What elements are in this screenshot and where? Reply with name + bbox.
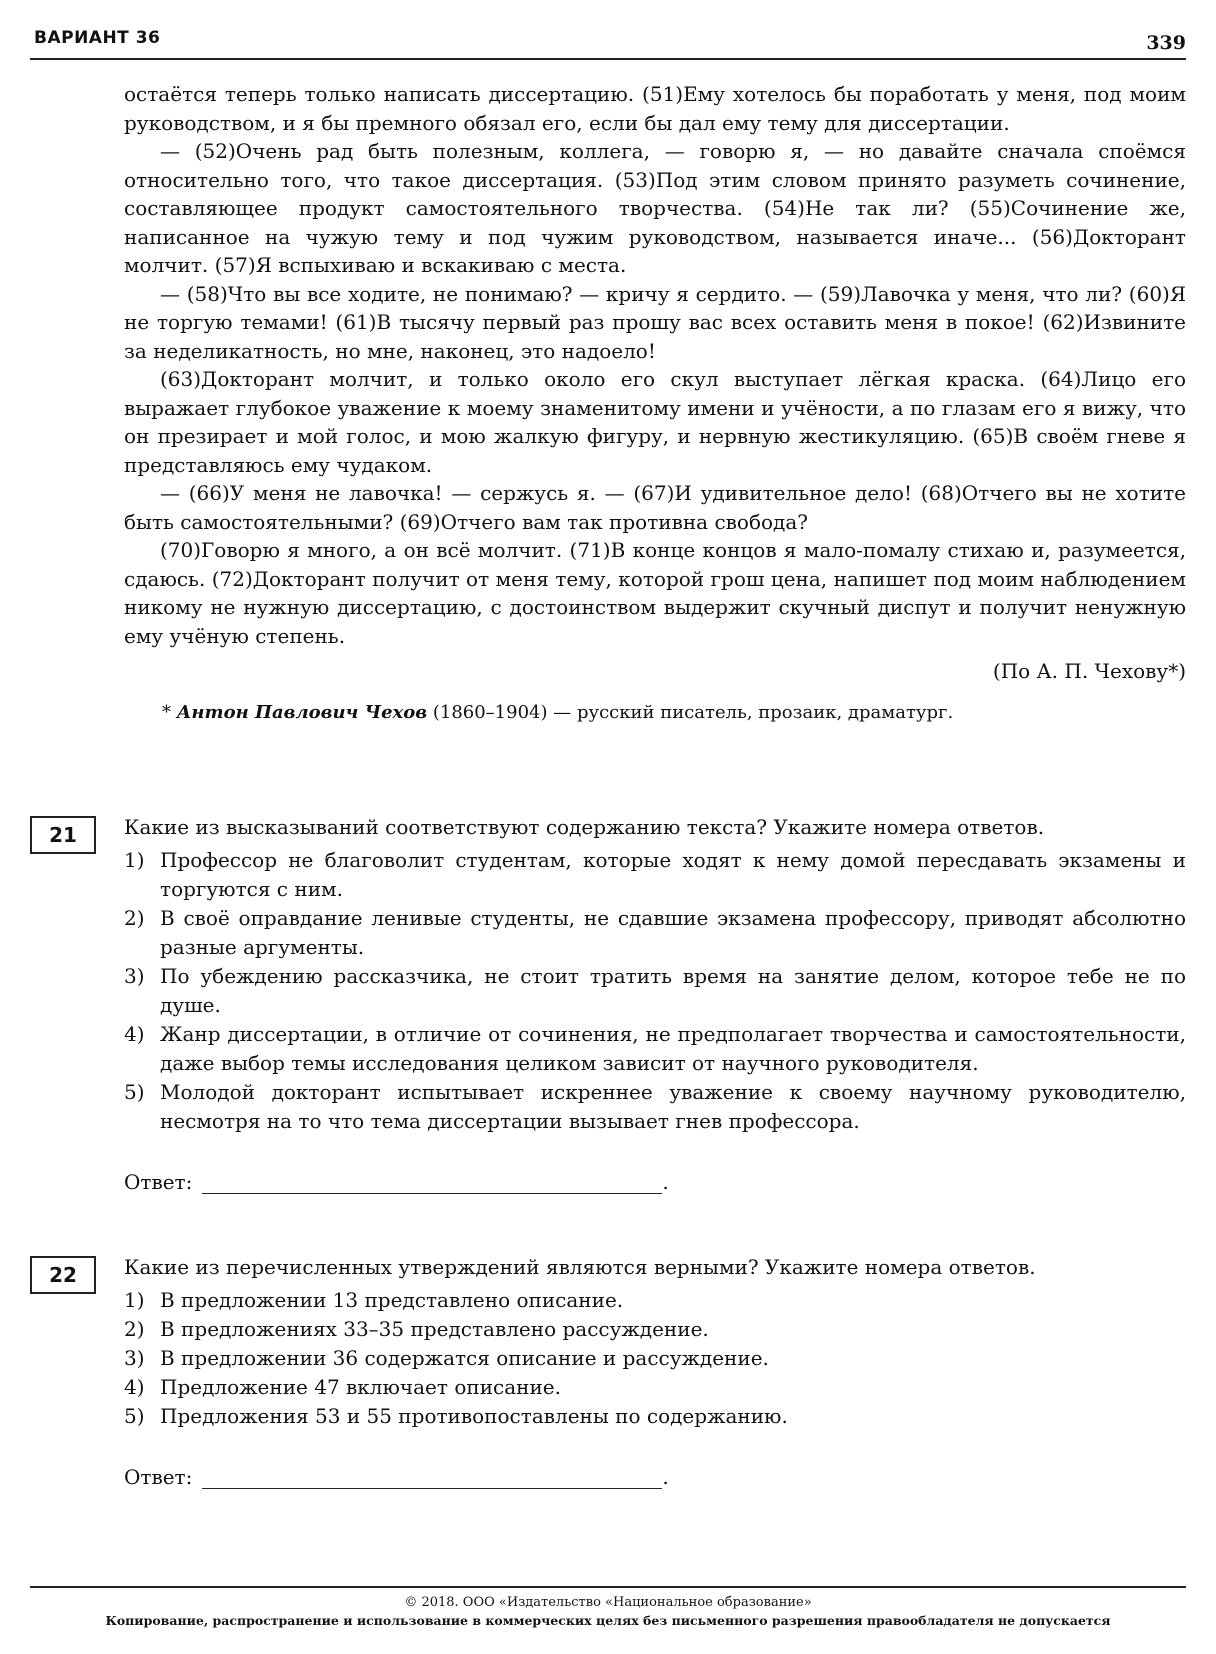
- text-paragraphs: [124, 80, 1186, 650]
- footer-notice: Копирование, распространение и использование в коммерческих целях без письменного разрешения правообладателя не допускается: [105, 1613, 1111, 1628]
- answer-option: [124, 1286, 1186, 1315]
- task-question: Какие из перечисленных утверждений являются верными? Укажите номера ответов.: [124, 1255, 1036, 1279]
- answer-option: [124, 846, 1186, 904]
- answer-field[interactable]: [202, 1466, 662, 1489]
- answer-label: Ответ:: [124, 1465, 193, 1489]
- footnote-text: (1860–1904) — русский писатель, прозаик, драматург.: [427, 702, 954, 723]
- option-number: 4): [124, 1022, 145, 1046]
- answer-option: [124, 1344, 1186, 1373]
- option-text: Профессор не благоволит студентам, которые ходят к нему домой пересдавать экзамены и торгуются с ним.: [160, 848, 1186, 901]
- option-number: 1): [124, 848, 145, 872]
- author-footnote: [124, 700, 1186, 726]
- page-header: [30, 22, 1186, 60]
- variant-title: ВАРИАНТ 36: [34, 28, 161, 48]
- answer-row: [124, 1459, 1186, 1489]
- answer-row: [124, 1164, 1186, 1194]
- page-footer: [30, 1586, 1186, 1630]
- footer-copyright: © 2018. ООО «Издательство «Национальное образование»: [404, 1595, 812, 1610]
- text-source: (По А. П. Чехову*): [992, 659, 1186, 683]
- answer-field[interactable]: [202, 1171, 662, 1194]
- option-number: 4): [124, 1375, 145, 1399]
- answer-option: [124, 1020, 1186, 1078]
- option-text: Молодой докторант испытывает искреннее уважение к своему научному руководителю, несмотря на то что тема диссертации вызывает гнев профессора.: [160, 1080, 1186, 1133]
- option-number: 1): [124, 1288, 145, 1312]
- option-text: В предложении 13 представлено описание.: [160, 1288, 624, 1312]
- option-number: 5): [124, 1404, 145, 1428]
- answer-option: [124, 1402, 1186, 1431]
- answer-option: [124, 1315, 1186, 1344]
- paragraph: (70)Говорю я много, а он всё молчит. (71)В конце концов я мало-помалу стихаю и, разумеется, сдаюсь. (72)Докторант получит от меня тему, которой грош цена, напишет под моим наблюдением никому не нужную диссертацию, с достоинством выдержит скучный диспут и получит ненужную ему учёную степень.: [124, 538, 1186, 648]
- task-number-box: 22: [30, 1256, 96, 1294]
- option-text: В предложениях 33–35 представлено рассуждение.: [160, 1317, 709, 1341]
- paragraph: остаётся теперь только написать диссертацию. (51)Ему хотелось бы поработать у меня, под моим руководством, и я бы премного обязал его, если бы дал ему тему для диссертации.: [124, 82, 1186, 135]
- option-text: Предложения 53 и 55 противопоставлены по содержанию.: [160, 1404, 788, 1428]
- task-question: Какие из высказываний соответствуют содержанию текста? Укажите номера ответов.: [124, 815, 1045, 839]
- answer-option: [124, 1373, 1186, 1402]
- answer-end: .: [662, 1465, 669, 1489]
- option-number: 3): [124, 964, 145, 988]
- task-body: [124, 1252, 1186, 1489]
- footnote-author-name: Антон Павлович Чехов: [176, 702, 428, 723]
- option-number: 2): [124, 1317, 145, 1341]
- page-number: 339: [1146, 32, 1186, 54]
- option-number: 3): [124, 1346, 145, 1370]
- answer-end: .: [662, 1170, 669, 1194]
- answer-option: [124, 1078, 1186, 1136]
- footnote-star: *: [162, 702, 177, 723]
- answer-option: [124, 904, 1186, 962]
- reading-text: [124, 80, 1186, 726]
- option-text: В своё оправдание ленивые студенты, не сдавшие экзамена профессору, приводят абсолютно разные аргументы.: [160, 906, 1186, 959]
- paragraph: — (66)У меня не лавочка! — сержусь я. — (67)И удивительное дело! (68)Отчего вы не хотите быть самостоятельными? (69)Отчего вам так противна свобода?: [124, 481, 1186, 534]
- paragraph: — (58)Что вы все ходите, не понимаю? — кричу я сердито. — (59)Лавочка у меня, что ли? (60)Я не торгую темами! (61)В тысячу первый раз прошу вас всех оставить меня в покое! (62)Извините за неделикатность, но мне, наконец, это надоело!: [124, 281, 1186, 363]
- option-text: Предложение 47 включает описание.: [160, 1375, 561, 1399]
- task-number-box: 21: [30, 816, 96, 854]
- paragraph: — (52)Очень рад быть полезным, коллега, — говорю я, — но давайте сначала споёмся относительно того, что такое диссертация. (53)Под этим словом принято разуметь сочинение, составляющее продукт самостоятельного творчества. (54)Не так ли? (55)Сочинение же, написанное на чужую тему и под чужим руководством, называется иначе... (56)Докторант молчит. (57)Я вспыхиваю и вскакиваю с места.: [124, 139, 1186, 277]
- option-number: 2): [124, 906, 145, 930]
- answer-option: [124, 962, 1186, 1020]
- answer-label: Ответ:: [124, 1170, 193, 1194]
- option-number: 5): [124, 1080, 145, 1104]
- option-text: По убеждению рассказчика, не стоит тратить время на занятие делом, которое тебе не по душе.: [160, 964, 1186, 1017]
- task-body: [124, 812, 1186, 1194]
- paragraph: (63)Докторант молчит, и только около его скул выступает лёгкая краска. (64)Лицо его выражает глубокое уважение к моему знаменитому имени и учёности, а по глазам его я вижу, что он презирает и мой голос, и мою жалкую фигуру, и нервную жестикуляцию. (65)В своём гневе я представляюсь ему чудаком.: [124, 367, 1186, 477]
- option-text: В предложении 36 содержатся описание и рассуждение.: [160, 1346, 769, 1370]
- option-text: Жанр диссертации, в отличие от сочинения, не предполагает творчества и самостоятельности, даже выбор темы исследования целиком зависит от научного руководителя.: [160, 1022, 1186, 1075]
